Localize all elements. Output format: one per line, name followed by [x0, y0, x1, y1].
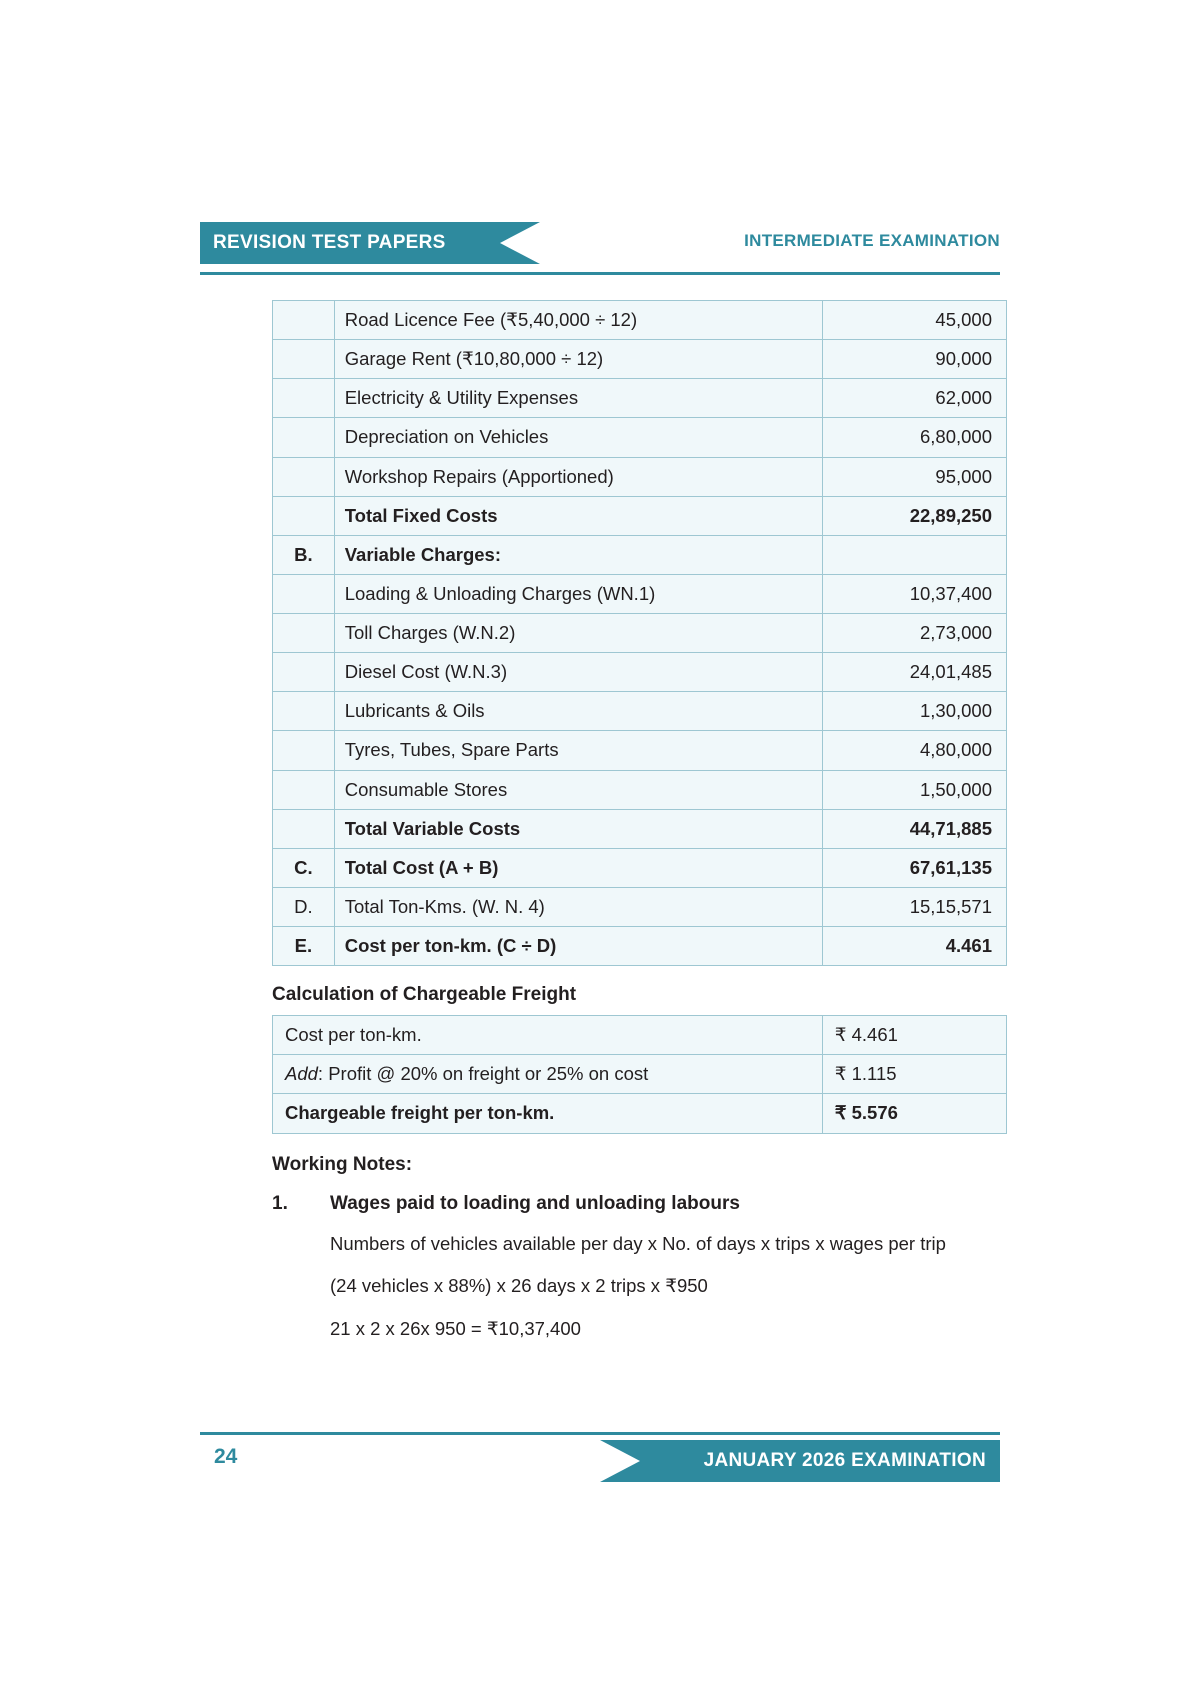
table-row	[273, 809, 1007, 848]
row-label	[273, 653, 335, 692]
table-row	[273, 457, 1007, 496]
row-label	[273, 770, 335, 809]
row-description: Cost per ton-km. (C ÷ D)	[334, 927, 823, 966]
header-banner-arrow-icon	[500, 222, 540, 264]
cost-statement-table	[272, 300, 1007, 966]
row-label: C.	[273, 848, 335, 887]
row-label	[273, 340, 335, 379]
row-description: Consumable Stores	[334, 770, 823, 809]
header-divider	[200, 272, 1000, 275]
row-amount: 95,000	[823, 457, 1007, 496]
working-notes-heading: Working Notes:	[272, 1153, 413, 1175]
row-amount: 24,01,485	[823, 653, 1007, 692]
row-amount: ₹ 5.576	[822, 1094, 1006, 1133]
row-amount: 4,80,000	[823, 731, 1007, 770]
chargeable-freight-heading: Calculation of Chargeable Freight	[272, 984, 577, 1006]
row-amount: 2,73,000	[823, 614, 1007, 653]
row-description: Tyres, Tubes, Spare Parts	[334, 731, 823, 770]
table-row	[273, 770, 1007, 809]
row-label	[273, 301, 335, 340]
row-label: D.	[273, 887, 335, 926]
header-exam-label: INTERMEDIATE EXAMINATION	[744, 231, 1000, 250]
table-row	[273, 614, 1007, 653]
row-description: Toll Charges (W.N.2)	[334, 614, 823, 653]
row-label	[273, 574, 335, 613]
table-row	[273, 848, 1007, 887]
page-content	[200, 300, 1000, 1343]
row-label	[273, 731, 335, 770]
row-label	[273, 614, 335, 653]
row-label: E.	[273, 927, 335, 966]
row-amount: 6,80,000	[823, 418, 1007, 457]
table-row	[273, 1016, 1007, 1055]
table-row	[273, 496, 1007, 535]
row-amount: 1,50,000	[823, 770, 1007, 809]
row-label	[273, 457, 335, 496]
row-amount: ₹ 1.115	[822, 1055, 1006, 1094]
table-row	[273, 653, 1007, 692]
row-description-text: : Profit @ 20% on freight or 25% on cost	[317, 1063, 649, 1085]
row-amount: 62,000	[823, 379, 1007, 418]
row-description: Total Cost (A + B)	[334, 848, 823, 887]
header-banner	[200, 222, 500, 264]
row-amount: 44,71,885	[823, 809, 1007, 848]
row-amount: 1,30,000	[823, 692, 1007, 731]
table-row	[273, 418, 1007, 457]
row-description	[273, 1055, 823, 1094]
row-description: Garage Rent (₹10,80,000 ÷ 12)	[334, 340, 823, 379]
table-row	[273, 574, 1007, 613]
row-amount: 22,89,250	[823, 496, 1007, 535]
row-label	[273, 379, 335, 418]
table-row	[273, 379, 1007, 418]
row-amount: 15,15,571	[823, 887, 1007, 926]
row-description: Lubricants & Oils	[334, 692, 823, 731]
row-description: Workshop Repairs (Apportioned)	[334, 457, 823, 496]
working-note-line: Numbers of vehicles available per day x No. of days x trips x wages per trip	[330, 1232, 946, 1254]
row-description: Chargeable freight per ton-km.	[273, 1094, 823, 1133]
row-amount: ₹ 4.461	[822, 1016, 1006, 1055]
row-description: Total Ton-Kms. (W. N. 4)	[334, 887, 823, 926]
working-note-title: Wages paid to loading and unloading labours	[330, 1192, 740, 1214]
header-banner-label: REVISION TEST PAPERS	[213, 232, 446, 253]
row-description: Total Variable Costs	[334, 809, 823, 848]
row-amount	[823, 535, 1007, 574]
table-row	[273, 887, 1007, 926]
row-label	[273, 496, 335, 535]
table-row	[273, 692, 1007, 731]
row-label: B.	[273, 535, 335, 574]
table-row	[273, 535, 1007, 574]
working-note-line: 21 x 2 x 26x 950 = ₹10,37,400	[330, 1318, 581, 1340]
working-note-body	[330, 1193, 1000, 1343]
row-amount: 4.461	[823, 927, 1007, 966]
row-description: Depreciation on Vehicles	[334, 418, 823, 457]
table-row	[273, 731, 1007, 770]
table-row	[273, 1094, 1007, 1133]
row-amount: 67,61,135	[823, 848, 1007, 887]
table-row	[273, 927, 1007, 966]
working-notes-list	[200, 1193, 1000, 1343]
working-note-line: (24 vehicles x 88%) x 26 days x 2 trips x ₹950	[330, 1275, 708, 1297]
row-description: Variable Charges:	[334, 535, 823, 574]
row-description: Total Fixed Costs	[334, 496, 823, 535]
working-note-number: 1.	[272, 1192, 288, 1214]
row-description: Diesel Cost (W.N.3)	[334, 653, 823, 692]
row-description: Cost per ton-km.	[273, 1016, 823, 1055]
page-footer	[200, 1432, 1000, 1492]
chargeable-freight-table	[272, 1015, 1007, 1133]
row-description: Loading & Unloading Charges (WN.1)	[334, 574, 823, 613]
row-description-prefix: Add	[285, 1063, 318, 1085]
row-label	[273, 692, 335, 731]
row-description: Road Licence Fee (₹5,40,000 ÷ 12)	[334, 301, 823, 340]
row-amount: 10,37,400	[823, 574, 1007, 613]
page-header	[200, 222, 1000, 272]
table-row	[273, 1055, 1007, 1094]
row-description: Electricity & Utility Expenses	[334, 379, 823, 418]
row-amount: 45,000	[823, 301, 1007, 340]
footer-divider	[200, 1432, 1000, 1435]
page-number: 24	[214, 1445, 238, 1468]
row-label	[273, 418, 335, 457]
footer-banner	[640, 1440, 1000, 1482]
table-row	[273, 340, 1007, 379]
table-row	[273, 301, 1007, 340]
row-label	[273, 809, 335, 848]
footer-banner-arrow-icon	[600, 1440, 640, 1482]
row-amount: 90,000	[823, 340, 1007, 379]
footer-banner-label: JANUARY 2026 EXAMINATION	[703, 1450, 986, 1471]
working-note-item	[272, 1193, 1000, 1343]
